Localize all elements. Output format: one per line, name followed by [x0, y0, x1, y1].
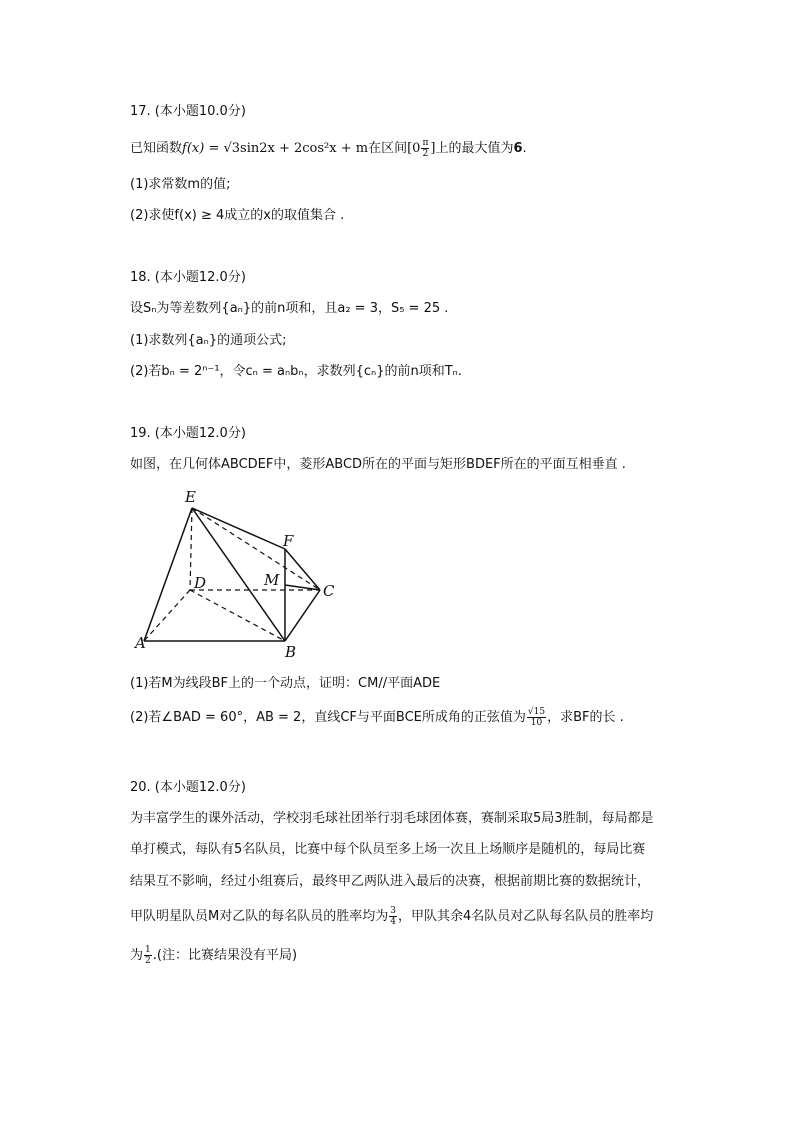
label-M: M	[264, 571, 280, 589]
q19-stem: 如图，在几何体ABCDEF中，菱形ABCD所在的平面与矩形BDEF所在的平面互相垂直 .	[130, 457, 626, 472]
q17-stem-expr: sin2x + 2cos²x + m	[240, 141, 369, 156]
q19-sine-den: 10	[530, 718, 543, 728]
q20-line-2: 单打模式，每队有5名队员，比赛中每个队员至多上场一次且上场顺序是随机的，每局比赛	[130, 842, 646, 857]
q17-part-1: (1)求常数m的值;	[130, 177, 231, 192]
q17-stem-eq: =	[204, 141, 224, 156]
q18-header: 18. (本小题12.0分)	[130, 270, 246, 285]
q19-geometry-figure	[130, 486, 345, 661]
figure-solid-edges	[144, 508, 320, 641]
q20-half-num: 1	[145, 945, 151, 955]
q17-stem-pre: 已知函数	[130, 141, 183, 156]
edge-DB	[190, 590, 285, 641]
q20-header: 20. (本小题12.0分)	[130, 780, 246, 795]
q17-part-2: (2)求使f(x) ≥ 4成立的x的取值集合 .	[130, 208, 345, 223]
q17-stem-f: f(x)	[182, 141, 205, 156]
label-A: A	[135, 634, 146, 652]
q17-interval-right: ]	[430, 141, 436, 156]
q20-half-fraction	[144, 945, 152, 966]
q20-line-5	[130, 945, 297, 966]
edge-FC	[285, 549, 320, 590]
edge-EC	[192, 508, 320, 590]
q17-stem-mid: 在区间	[368, 141, 408, 156]
figure-hidden-edges	[144, 508, 320, 641]
q19-part-1: (1)若M为线段BF上的一个动点，证明：CM//平面ADE	[130, 676, 441, 691]
edge-ED	[190, 508, 192, 590]
q17-interval-den: 2	[422, 149, 429, 159]
q17-stem	[130, 138, 527, 159]
q19-sine-num: √15	[527, 707, 546, 717]
q20-line-4-post: ，甲队其余4名队员对乙队每名队员的胜率均	[397, 909, 654, 924]
q20-line-5-post: .(注：比赛结果没有平局)	[152, 948, 298, 963]
q18-part-2: (2)若bₙ = 2ⁿ⁻¹，令cₙ = aₙbₙ，求数列{cₙ}的前n项和Tₙ.	[130, 364, 462, 379]
q18-part-1: (1)求数列{aₙ}的通项公式;	[130, 333, 287, 348]
label-E: E	[185, 488, 196, 506]
q19-part-2-post: ，求BF的长 .	[547, 710, 624, 725]
q20-half-den: 2	[145, 956, 151, 966]
q17-stem-post: 上的最大值为	[435, 141, 514, 156]
q20-rate-fraction	[389, 906, 397, 927]
q17-interval-num: π	[422, 138, 429, 148]
q19-part-2-pre: (2)若∠BAD = 60°，AB = 2，直线CF与平面BCE所成角的正弦值为	[130, 710, 526, 725]
label-F: F	[283, 532, 294, 550]
edge-BC	[285, 590, 320, 641]
edge-EA	[144, 508, 192, 641]
label-C: C	[323, 582, 335, 600]
q17-interval-fraction	[421, 138, 429, 159]
q20-line-1: 为丰富学生的课外活动，学校羽毛球社团举行羽毛球团体赛，赛制采取5局3胜制，每局都是	[130, 811, 654, 826]
q20-line-5-pre: 为	[130, 948, 144, 963]
q19-header: 19. (本小题12.0分)	[130, 426, 246, 441]
q17-interval-left: [0	[407, 141, 421, 156]
q20-line-3: 结果互不影响，经过小组赛后，最终甲乙两队进入最后的决赛，根据前期比赛的数据统计，	[130, 874, 651, 889]
q20-line-4	[130, 906, 653, 927]
q20-rate-num: 3	[390, 906, 396, 916]
label-B: B	[285, 643, 297, 661]
q17-stem-val: 6	[513, 141, 523, 156]
q19-sine-fraction	[527, 707, 546, 728]
q20-rate-den: 4	[390, 917, 396, 927]
q20-line-4-pre: 甲队明星队员M对乙队的每名队员的胜率均为	[130, 909, 389, 924]
edge-DA	[144, 590, 190, 641]
label-D: D	[194, 574, 207, 592]
q17-stem-end: .	[522, 141, 527, 156]
q17-stem-sqrt: √3	[223, 141, 241, 156]
edge-MC	[285, 585, 320, 590]
q17-header: 17. (本小题10.0分)	[130, 104, 246, 119]
q18-stem: 设Sₙ为等差数列{aₙ}的前n项和，且a₂ = 3，S₅ = 25 .	[130, 301, 449, 316]
q19-part-2	[130, 707, 624, 728]
